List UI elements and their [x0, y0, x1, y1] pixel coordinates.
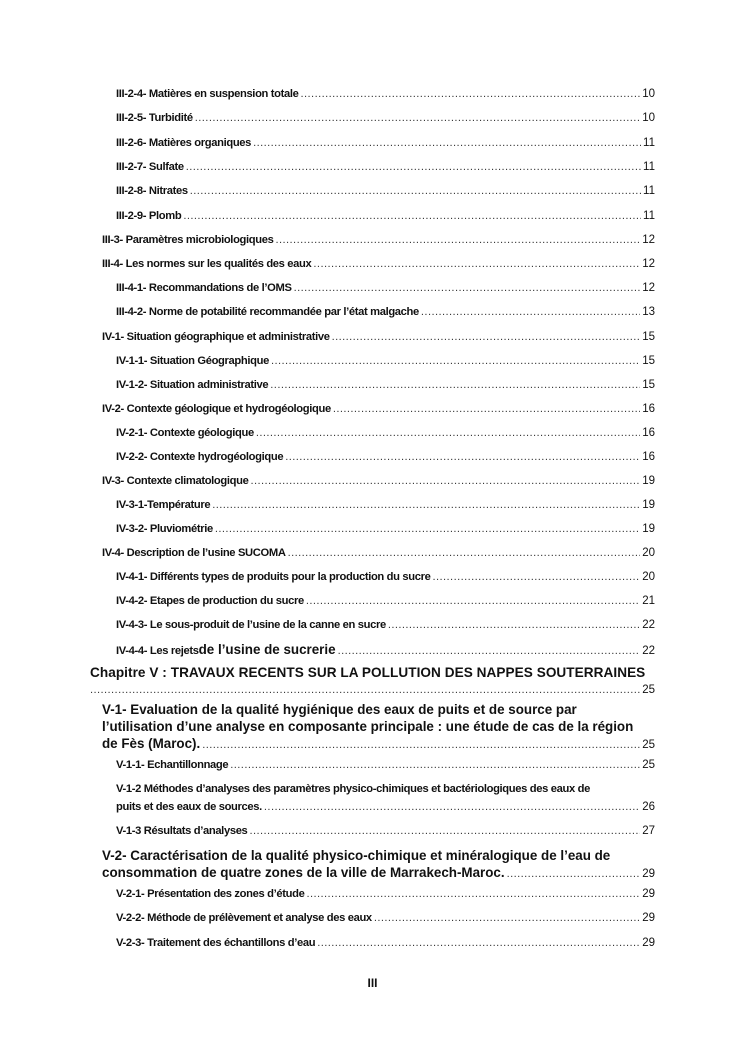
dot-leader	[256, 427, 640, 439]
toc-entry[interactable]	[102, 403, 655, 415]
toc-entry[interactable]	[116, 888, 655, 900]
toc-entry-page: 12	[642, 282, 655, 294]
dot-leader	[306, 888, 640, 900]
toc-entry[interactable]	[116, 523, 655, 535]
toc-entry-title: IV-3- Contexte climatologique	[102, 475, 249, 487]
toc-entry[interactable]	[116, 355, 655, 367]
toc-entry-page: 25	[642, 684, 655, 696]
toc-entry-page: 11	[643, 161, 655, 173]
toc-entry[interactable]	[116, 595, 655, 607]
toc-entry-title: IV-1-2- Situation administrative	[116, 379, 269, 391]
toc-entry-title: III-4-2- Norme de potabilité recommandée par l’état malgache	[116, 306, 419, 318]
toc-entry-title: III-4-1- Recommandations de l’OMS	[116, 282, 292, 294]
dot-leader	[212, 499, 640, 511]
toc-entry-title: IV-4-4- Les rejets	[116, 645, 199, 657]
toc-entry-page: 19	[642, 475, 655, 487]
toc-entry-title: V-2-1- Présentation des zones d’étude	[116, 888, 305, 900]
toc-entry-title: IV-2- Contexte géologique et hydrogéologique	[102, 403, 331, 415]
toc-entry[interactable]	[116, 306, 655, 318]
toc-entry-title: IV-4-2- Etapes de production du sucre	[116, 595, 304, 607]
toc-entry-title: IV-4-3- Le sous-produit de l’usine de la canne en sucre	[116, 619, 386, 631]
toc-entry-page: 12	[642, 234, 655, 246]
page-number: III	[367, 976, 378, 990]
toc-entry[interactable]	[116, 571, 655, 583]
toc-entry-page: 29	[642, 868, 655, 880]
toc-entry-page: 19	[642, 499, 655, 511]
toc-entry[interactable]	[116, 619, 655, 631]
toc-entry-page: 25	[642, 759, 655, 771]
toc-entry-page: 27	[642, 825, 655, 837]
dot-leader	[306, 595, 640, 607]
toc-entry-title: IV-1- Situation géographique et administrative	[102, 331, 330, 343]
dot-leader	[338, 645, 641, 657]
toc-entry-page: 19	[642, 523, 655, 535]
toc-entry-title: III-2-6- Matières organiques	[116, 137, 252, 149]
toc-entry-page: 21	[642, 595, 655, 607]
dot-leader	[202, 739, 640, 751]
dot-leader	[230, 759, 640, 771]
toc-entry[interactable]	[116, 825, 655, 837]
toc-entry-title-continued: de l’usine de sucrerie	[198, 642, 336, 657]
toc-entry[interactable]	[102, 331, 655, 343]
dot-leader	[251, 475, 641, 487]
toc-entry[interactable]	[116, 282, 655, 294]
toc-entry[interactable]	[116, 185, 655, 197]
dot-leader	[421, 306, 640, 318]
toc-entry[interactable]	[102, 234, 655, 246]
toc-entry[interactable]	[116, 642, 655, 657]
section-title-line[interactable]: V-2- Caractérisation de la qualité physico-chimique et minéralogique de l’eau de	[102, 848, 611, 863]
toc-entry[interactable]	[102, 736, 655, 751]
dot-leader	[433, 571, 641, 583]
toc-entry-title: IV-4- Description de l’usine SUCOMA	[102, 547, 286, 559]
toc-entry-page: 10	[642, 112, 655, 124]
toc-entry-page: 20	[642, 547, 655, 559]
toc-entry-title: III-3- Paramètres microbiologiques	[102, 234, 274, 246]
toc-entry[interactable]	[116, 210, 655, 222]
dot-leader	[301, 88, 641, 100]
dot-leader	[186, 161, 641, 173]
dot-leader	[183, 210, 641, 222]
toc-entry[interactable]	[116, 88, 655, 100]
toc-entry-title: IV-4-1- Différents types de produits pour la production du sucre	[116, 571, 431, 583]
dot-leader	[288, 547, 641, 559]
toc-entry-page: 16	[642, 403, 655, 415]
dot-leader	[313, 258, 640, 270]
toc-entry-page: 15	[642, 355, 655, 367]
dot-leader	[271, 355, 640, 367]
dot-leader	[190, 185, 641, 197]
toc-entry-title: V-1-3 Résultats d’analyses	[116, 825, 248, 837]
chapter-leader-line	[90, 684, 655, 696]
dot-leader	[253, 137, 641, 149]
dot-leader	[215, 523, 640, 535]
toc-entry-title: III-2-7- Sulfate	[116, 161, 184, 173]
toc-entry-title: III-2-9- Plomb	[116, 210, 182, 222]
toc-entry[interactable]	[116, 912, 655, 924]
dot-leader	[332, 331, 641, 343]
toc-entry[interactable]	[102, 258, 655, 270]
toc-entry-title: V-2-2- Méthode de prélèvement et analyse des eaux	[116, 912, 372, 924]
dot-leader	[195, 112, 640, 124]
toc-entry[interactable]	[116, 801, 655, 813]
toc-entry-page: 13	[642, 306, 655, 318]
toc-entry-title: III-2-4- Matières en suspension totale	[116, 88, 299, 100]
toc-entry-page: 15	[642, 331, 655, 343]
section-title-line[interactable]: V-1- Evaluation de la qualité hygiénique des eaux de puits et de source par	[102, 702, 577, 717]
toc-entry[interactable]	[116, 499, 655, 511]
dot-leader	[294, 282, 641, 294]
toc-entry[interactable]	[116, 451, 655, 463]
toc-entry-title: IV-2-2- Contexte hydrogéologique	[116, 451, 284, 463]
toc-entry[interactable]	[116, 161, 655, 173]
toc-entry-page: 22	[642, 619, 655, 631]
toc-entry-page: 29	[642, 888, 655, 900]
toc-entry-page: 26	[642, 801, 655, 813]
toc-entry-page: 10	[642, 88, 655, 100]
toc-entry-page: 20	[642, 571, 655, 583]
dot-leader	[317, 937, 640, 949]
toc-entry[interactable]	[116, 759, 655, 771]
toc-entry[interactable]	[116, 137, 655, 149]
toc-entry[interactable]	[102, 547, 655, 559]
toc-entry-page: 25	[642, 739, 655, 751]
toc-entry-title: IV-3-2- Pluviométrie	[116, 523, 213, 535]
toc-entry[interactable]	[116, 427, 655, 439]
dot-leader	[90, 684, 640, 696]
dot-leader	[276, 234, 641, 246]
toc-entry-title: V-1-1- Echantillonnage	[116, 759, 229, 771]
dot-leader	[507, 868, 641, 880]
dot-leader	[333, 403, 640, 415]
dot-leader	[270, 379, 640, 391]
toc-entry-page: 29	[642, 937, 655, 949]
dot-leader	[388, 619, 640, 631]
toc-entry[interactable]	[102, 865, 655, 880]
toc-entry-page: 11	[643, 210, 655, 222]
toc-entry[interactable]	[116, 379, 655, 391]
dot-leader	[264, 801, 640, 813]
toc-entry-title: de Fès (Maroc).	[102, 736, 201, 751]
toc-entry-page: 16	[642, 451, 655, 463]
toc-entry-page: 16	[642, 427, 655, 439]
dot-leader	[249, 825, 640, 837]
toc-entry-title: IV-2-1- Contexte géologique	[116, 427, 254, 439]
section-title-line[interactable]: l’utilisation d’une analyse en composante principale : une étude de cas de la région	[102, 719, 634, 734]
dot-leader	[374, 912, 640, 924]
toc-entry[interactable]	[116, 112, 655, 124]
toc-entry-title: puits et des eaux de sources.	[116, 801, 262, 813]
section-title-line[interactable]: V-1-2 Méthodes d’analyses des paramètres physico-chimiques et bactériologiques des eaux de	[116, 783, 590, 795]
toc-entry-title: V-2-3- Traitement des échantillons d’eau	[116, 937, 316, 949]
toc-entry-title: III-2-5- Turbidité	[116, 112, 193, 124]
toc-entry-title: consommation de quatre zones de la ville de Marrakech-Maroc.	[102, 865, 505, 880]
toc-entry-page: 15	[642, 379, 655, 391]
toc-entry-title: IV-3-1-Température	[116, 499, 211, 511]
toc-entry-page: 11	[643, 185, 655, 197]
toc-entry-title: IV-1-1- Situation Géographique	[116, 355, 269, 367]
toc-entry-page: 22	[642, 645, 655, 657]
toc-entry-title: III-4- Les normes sur les qualités des eaux	[102, 258, 312, 270]
toc-entry-page: 12	[642, 258, 655, 270]
toc-entry[interactable]	[102, 475, 655, 487]
toc-entry-page: 29	[642, 912, 655, 924]
toc-entry[interactable]	[116, 937, 655, 949]
chapter-heading[interactable]: Chapitre V : TRAVAUX RECENTS SUR LA POLLUTION DES NAPPES SOUTERRAINES	[90, 665, 646, 680]
toc-entry-page: 11	[643, 137, 655, 149]
toc-entry-title: III-2-8- Nitrates	[116, 185, 188, 197]
dot-leader	[285, 451, 640, 463]
